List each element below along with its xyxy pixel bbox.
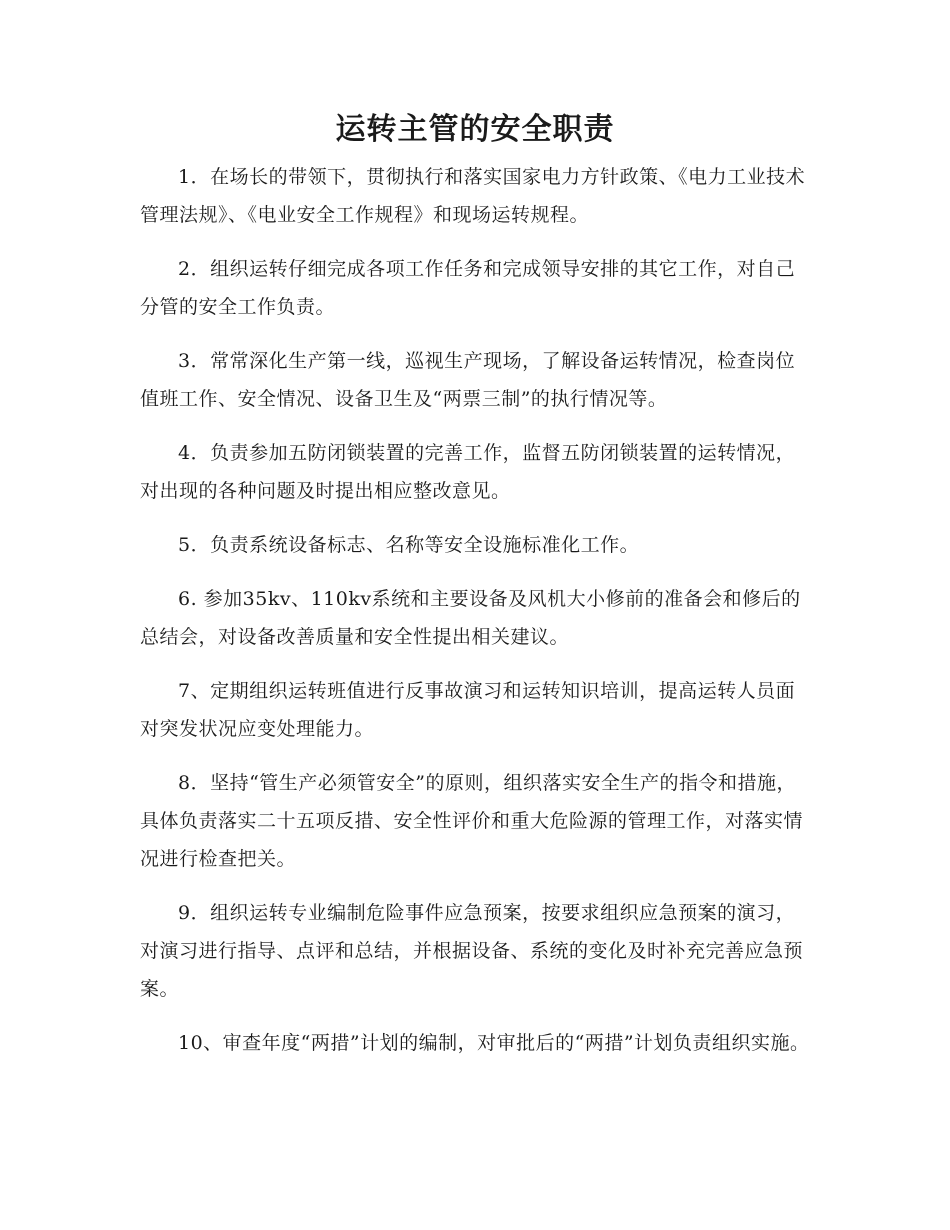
duty-item-8: 8．坚持“管生产必须管安全”的原则，组织落实安全生产的指令和措施，具体负责落实二十五项反措、安全性评价和重大危险源的管理工作，对落实情况进行检查把关。 <box>140 772 804 870</box>
duty-item-1: 1．在场长的带领下，贯彻执行和落实国家电力方针政策、《电力工业技术管理法规》、《电业安全工作规程》和现场运转规程。 <box>140 166 806 226</box>
duty-list <box>140 158 810 1062</box>
duty-item-5: 5．负责系统设备标志、名称等安全设施标准化工作。 <box>178 534 640 556</box>
duty-item-2: 2．组织运转仔细完成各项工作任务和完成领导安排的其它工作，对自己分管的安全工作负责。 <box>140 258 796 318</box>
document-title: 运转主管的安全职责 <box>335 112 615 147</box>
duty-item-9: 9．组织运转专业编制危险事件应急预案，按要求组织应急预案的演习，对演习进行指导、点评和总结，并根据设备、系统的变化及时补充完善应急预案。 <box>140 902 804 1000</box>
duty-item-10: 10、审查年度“两措”计划的编制，对审批后的“两措”计划负责组织实施。 <box>178 1032 810 1054</box>
duty-item-4: 4．负责参加五防闭锁装置的完善工作，监督五防闭锁装置的运转情况，对出现的各种问题及时提出相应整改意见。 <box>140 442 796 502</box>
duty-item-6: 6. 参加35kv、110kv系统和主要设备及风机大小修前的准备会和修后的总结会，对设备改善质量和安全性提出相关建议。 <box>140 588 801 648</box>
duty-item-7: 7、定期组织运转班值进行反事故演习和运转知识培训，提高运转人员面对突发状况应变处理能力。 <box>140 680 796 740</box>
duty-item-3: 3．常常深化生产第一线，巡视生产现场，了解设备运转情况，检查岗位值班工作、安全情况、设备卫生及“两票三制”的执行情况等。 <box>140 350 796 410</box>
